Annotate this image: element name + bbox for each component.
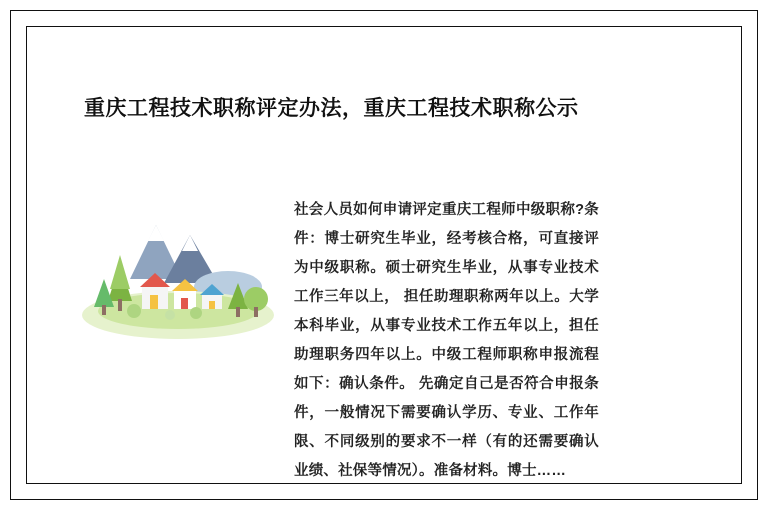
page-content: [26, 26, 742, 484]
village-mountain-illustration: [78, 191, 278, 351]
page-title: 重庆工程技术职称评定办法，重庆工程技术职称公示: [84, 97, 579, 121]
article-body: 社会人员如何申请评定重庆工程师中级职称?条件：博士研究生毕业，经考核合格，可直接评为中级职称。硕士研究生毕业，从事专业技术工作三年以上， 担任助理职称两年以上。大学本科毕业，从事专业技术工作五年以上，担任助理职务四年以上。中级工程师职称申报流程如下：确认条件。 先确定自己是否符合申报条件，一般情况下需要确认学历、专业、工作年限、不同级别的要求不一样（有的还需要确认业绩、社保等情况）。准备材料。博士……: [294, 202, 599, 479]
